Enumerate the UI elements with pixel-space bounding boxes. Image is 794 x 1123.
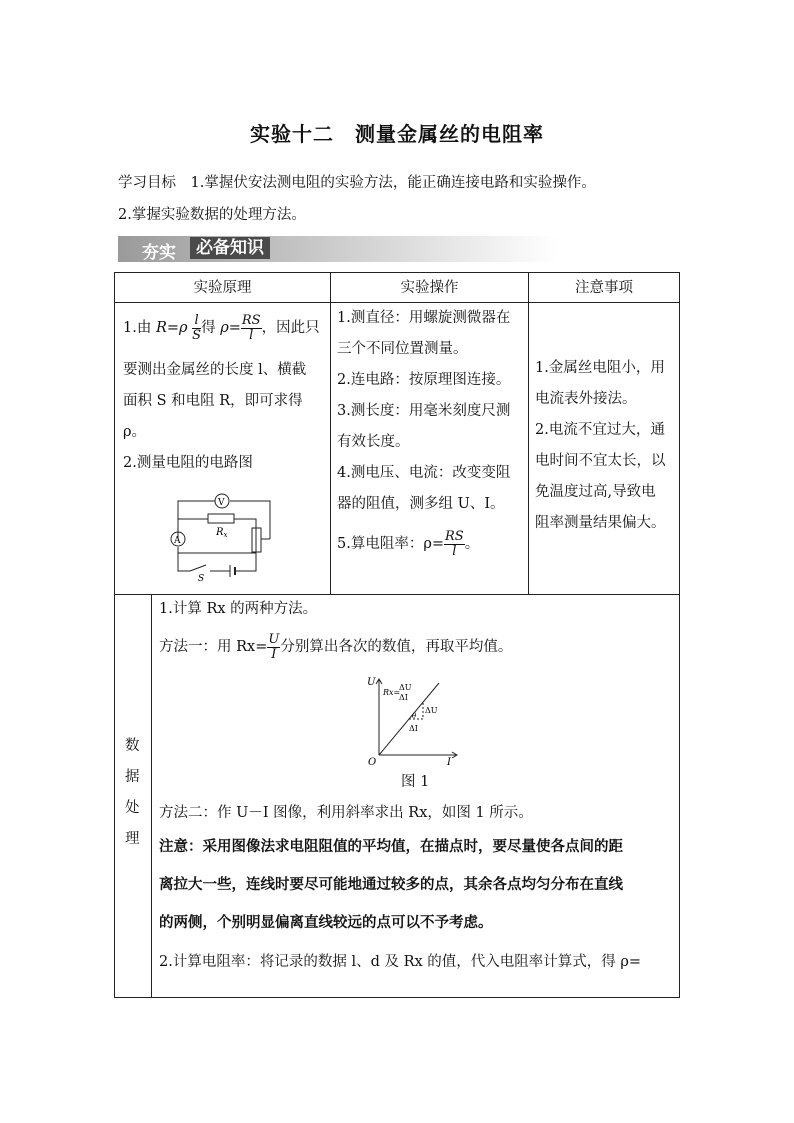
principle-line-4: ρ。 <box>123 424 147 440</box>
principle-line-2: 要测出金属丝的长度 l、横截 <box>123 362 307 378</box>
theta-label: θ <box>412 712 417 720</box>
note-line-6: 阻率测量结果偏大。 <box>535 515 666 531</box>
page-title: 实验十二 测量金属丝的电阻率 <box>250 122 544 146</box>
note-bold-line-1: 注意：采用图像法求电阻阻值的平均值，在描点时，要尽量使各点间的距 <box>159 838 623 855</box>
operation-line-1: 1.测直径：用螺旋测微器在 <box>337 310 511 326</box>
operation-line-2: 三个不同位置测量。 <box>337 341 468 357</box>
data-label-1: 数 <box>125 738 140 754</box>
note-line-1: 1.金属丝电阻小，用 <box>535 360 665 376</box>
fraction-u-over-i: $\frac{U}{I}$ <box>268 631 280 662</box>
principle-formula-line: 1.由 R=ρ $\frac{l}{S}$ 得 ρ= $\frac{RS}{l}$ ，因此只 <box>123 312 320 343</box>
learning-goal-line-2: 2.掌握实验数据的处理方法。 <box>118 207 306 223</box>
data-label-3: 处 <box>125 800 140 816</box>
banner-label-1: 夯实 <box>142 243 176 263</box>
resistor-rx-symbol <box>208 514 234 523</box>
operation-line-6: 4.测电压、电流：改变变阻 <box>337 465 511 481</box>
note-line-4: 电时间不宜太长，以 <box>535 453 666 469</box>
rx-label: $R_x$ <box>216 527 228 539</box>
principle-line-5: 2.测量电阻的电路图 <box>123 455 253 471</box>
principle-line-3: 面积 S 和电阻 R，即可求得 <box>123 393 303 409</box>
graph-delta-i-top: ΔI <box>399 693 408 702</box>
figure-caption: 图 1 <box>401 774 430 790</box>
method-one-line: 方法一：用 Rx= $\frac{U}{I}$ 分别算出各次的数值，再取平均值。 <box>159 631 513 662</box>
switch-label: S <box>198 574 205 581</box>
note-line-2: 电流表外接法。 <box>535 391 637 407</box>
note-bold-line-2: 离拉大一些，连线时要尽可能地通过较多的点，其余各点均匀分布在直线 <box>159 876 623 893</box>
data-label-2: 据 <box>125 769 140 785</box>
data-label-4: 理 <box>125 831 140 847</box>
graph-delta-u-top: ΔU <box>399 683 412 692</box>
axis-i-label: I <box>447 757 451 765</box>
ammeter-label: A <box>174 536 181 546</box>
section-banner <box>118 236 558 262</box>
method-two-line: 方法二：作 U－I 图像，利用斜率求出 Rx，如图 1 所示。 <box>159 805 533 821</box>
note-line-5: 免温度过高,导致电 <box>535 484 656 500</box>
note-bold-line-3: 的两侧，个别明显偏离直线较远的点可以不予考虑。 <box>159 914 493 931</box>
operation-line-4: 3.测长度：用毫米刻度尺测 <box>337 403 511 419</box>
learning-goal-line-1: 学习目标 1.掌握伏安法测电阻的实验方法，能正确连接电路和实验操作。 <box>118 175 596 191</box>
note-line-3: 2.电流不宜过大，通 <box>535 422 665 438</box>
header-operation: 实验操作 <box>400 280 459 296</box>
experiment-table <box>114 272 680 998</box>
operation-line-3: 2.连电路：按原理图连接。 <box>337 372 511 388</box>
graph-delta-i: ΔI <box>409 724 418 733</box>
fraction-l-over-s: $\frac{l}{S}$ <box>192 312 202 343</box>
fraction-rs-over-l: $\frac{RS}{l}$ <box>241 312 261 343</box>
header-notes: 注意事项 <box>575 280 633 296</box>
fraction-rs-over-l-op: $\frac{RS}{l}$ <box>445 528 464 559</box>
graph-delta-u: ΔU <box>425 706 438 715</box>
data-line-1: 1.计算 Rx 的两种方法。 <box>159 601 318 617</box>
voltmeter-label: V <box>218 498 225 508</box>
data-line-2: 2.计算电阻率：将记录的数据 l、d 及 Rx 的值，代入电阻率计算式，得 ρ= <box>159 954 642 970</box>
operation-line-5: 有效长度。 <box>337 434 410 450</box>
operation-line-7: 器的阻值，测多组 U、I。 <box>337 496 505 512</box>
origin-label: O <box>368 757 377 765</box>
u-i-graph <box>365 675 465 765</box>
operation-line-8: 5.算电阻率：ρ= $\frac{RS}{l}$ 。 <box>337 528 480 559</box>
axis-u-label: U <box>367 677 376 688</box>
banner-label-2: 必备知识 <box>190 237 270 259</box>
switch-symbol <box>190 565 206 571</box>
rx-equals-label: Rx= <box>383 688 401 697</box>
header-principle: 实验原理 <box>193 280 252 296</box>
circuit-diagram <box>160 481 290 581</box>
